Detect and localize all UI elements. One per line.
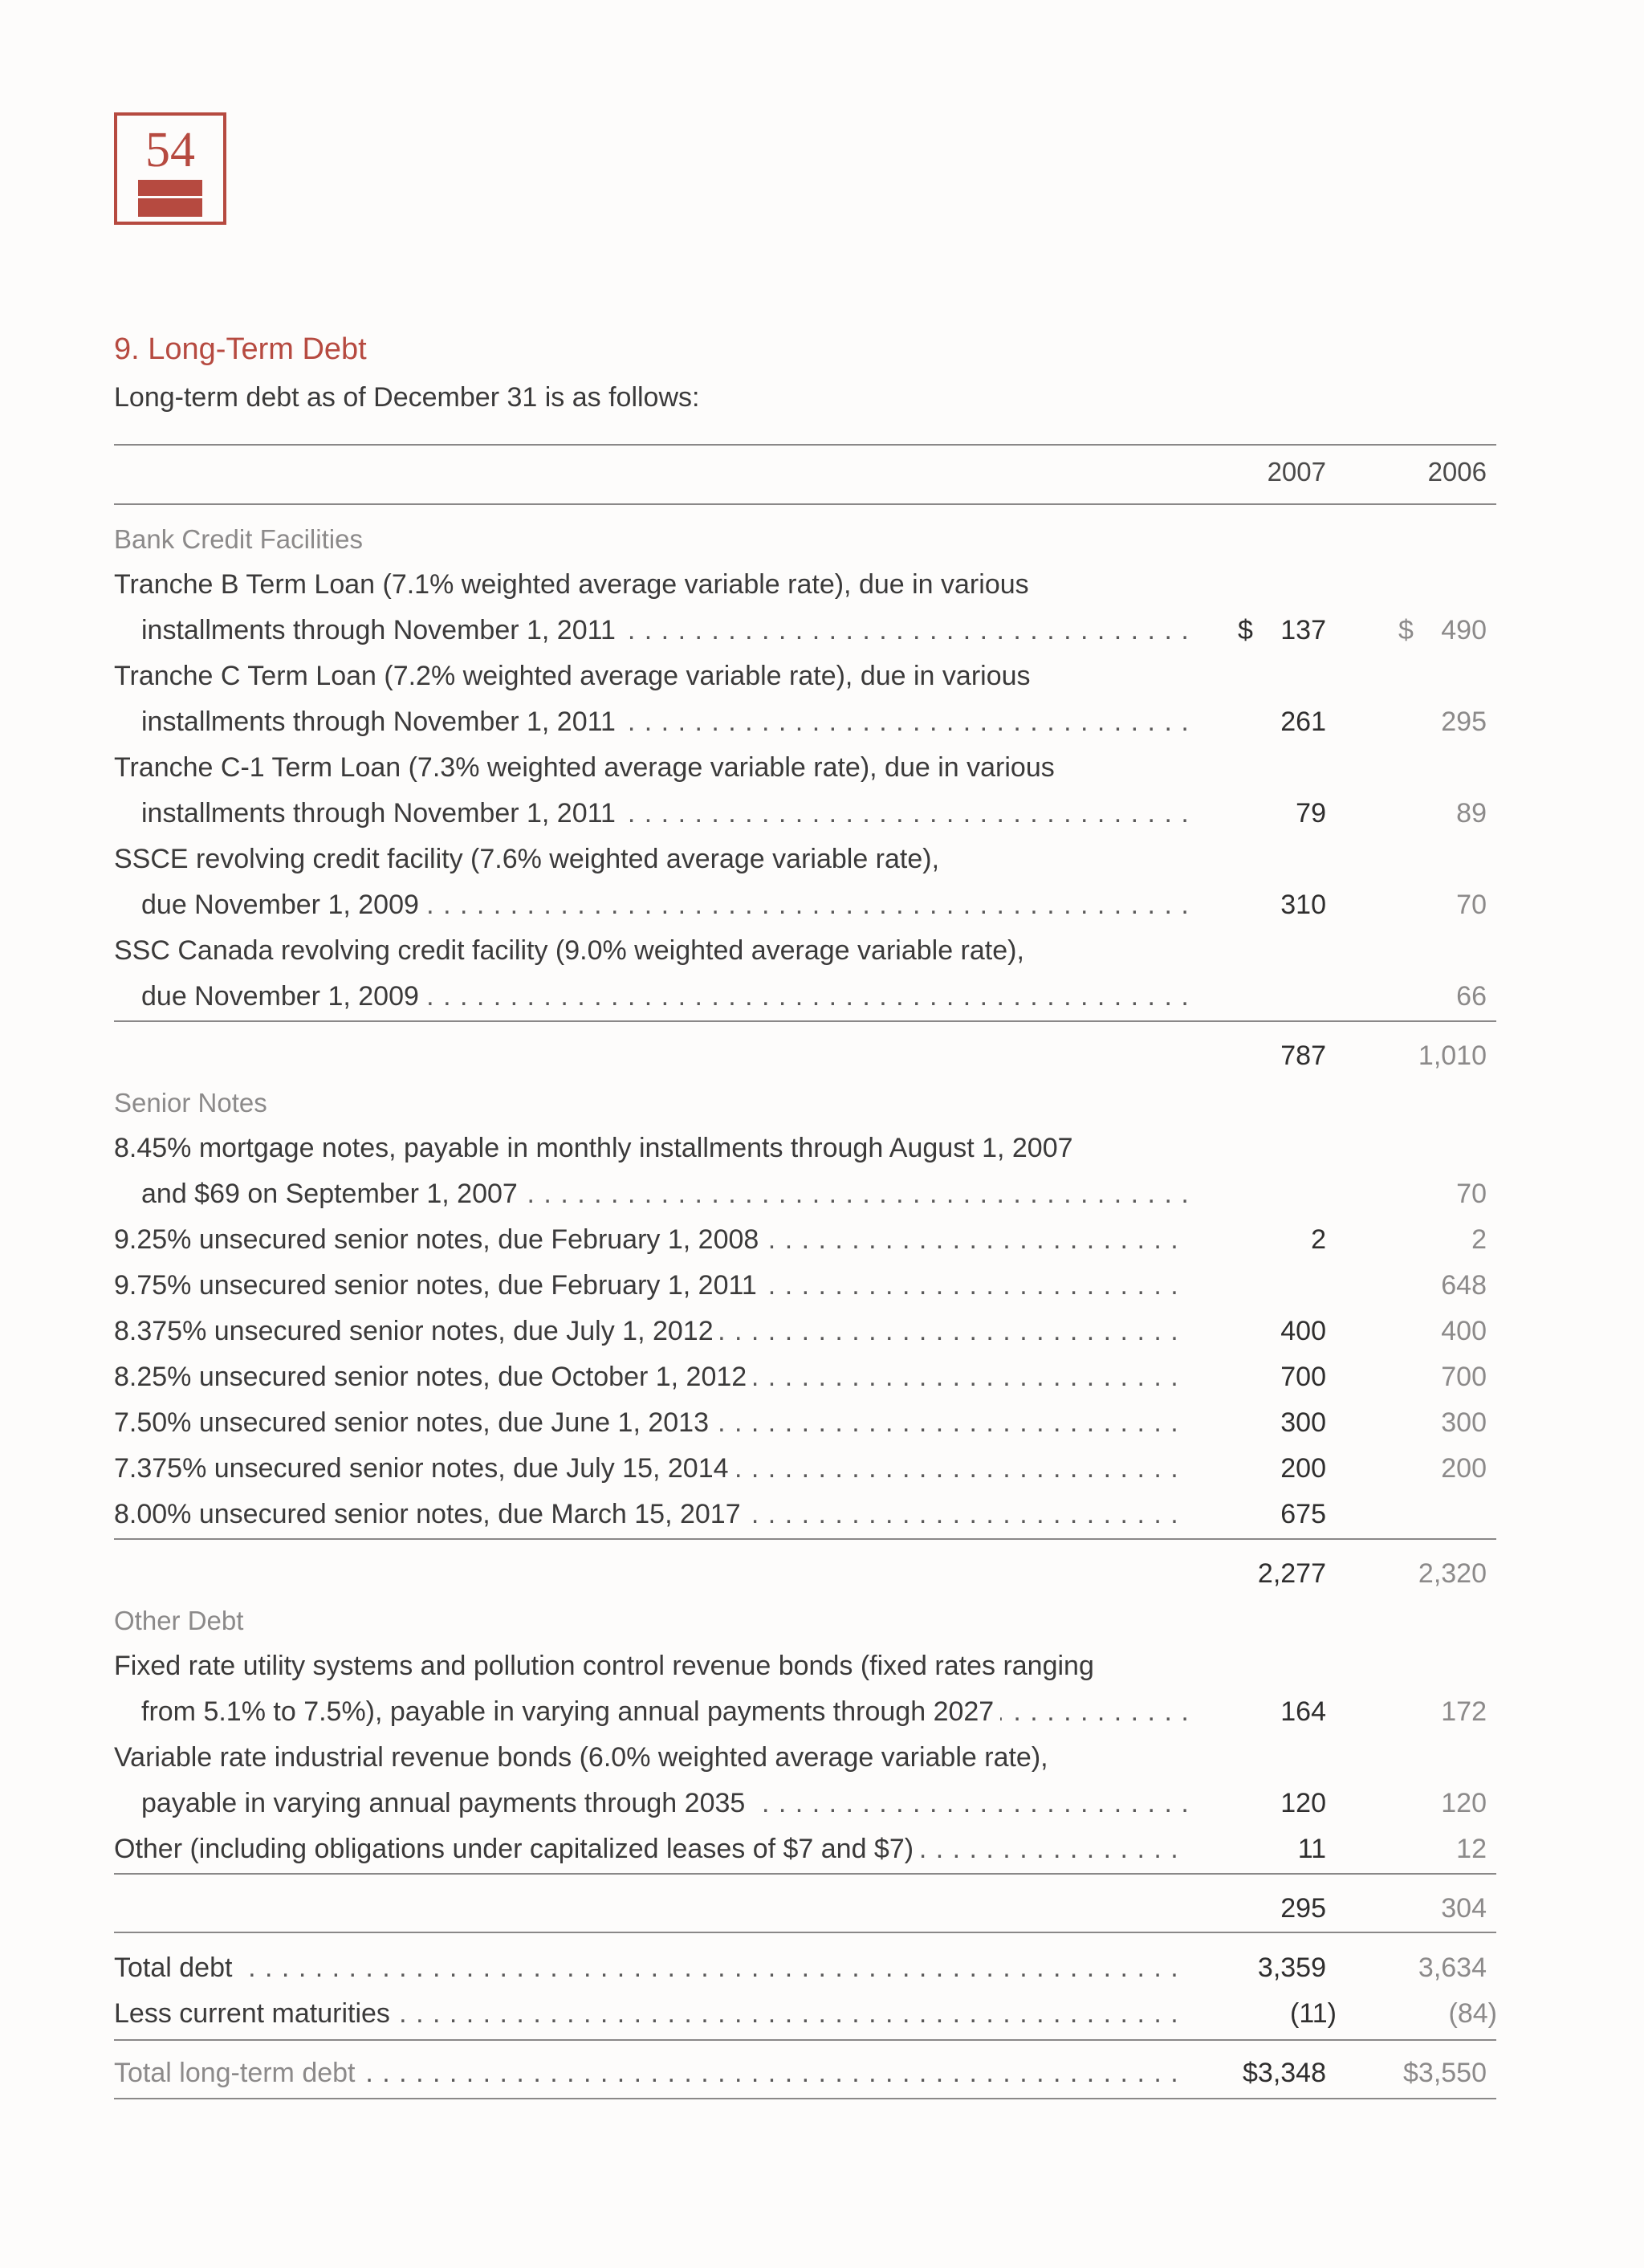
header-rule: [114, 503, 1496, 505]
value-2006: 12: [1456, 1834, 1487, 1864]
row-label: Other (including obligations under capitalized leases of $7 and $7) . . .: [114, 1826, 1190, 1872]
row-label: due November 1, 2009 . . .: [141, 974, 1190, 1020]
value-2007: $3,348: [1243, 2058, 1326, 2088]
table-row: [114, 1171, 1496, 1217]
other-subtotal-2007: 295: [1280, 1893, 1326, 1924]
page-number-badge: [114, 112, 226, 225]
currency-2007: $: [1238, 615, 1253, 645]
table-row: [114, 608, 1496, 654]
table-row: [114, 1217, 1496, 1263]
page-number: 54: [145, 123, 195, 177]
value-2006: (84): [1448, 1998, 1497, 2029]
table-row: [114, 654, 1496, 699]
row-label: Tranche B Term Loan (7.1% weighted average variable rate), due in various: [114, 562, 1190, 608]
value-2007: 3,359: [1257, 1952, 1326, 1983]
table-row: [114, 928, 1496, 974]
value-2007: 200: [1280, 1453, 1326, 1484]
row-label: due November 1, 2009 . . .: [141, 882, 1190, 928]
header-2006: 2006: [1427, 457, 1487, 487]
value-2006: 295: [1441, 706, 1487, 737]
total-rule: [114, 2039, 1496, 2041]
row-label: SSCE revolving credit facility (7.6% weighted average variable rate),: [114, 837, 1190, 882]
other-subtotal-2006: 304: [1441, 1893, 1487, 1924]
table-row: [114, 1400, 1496, 1446]
row-label: Total debt . . .: [114, 1945, 1190, 1991]
table-row: [114, 1689, 1496, 1735]
senior-heading: Senior Notes: [114, 1088, 267, 1118]
badge-bar: [138, 180, 202, 217]
value-2006: 66: [1456, 981, 1487, 1012]
value-2007: 261: [1280, 706, 1326, 737]
row-label: installments through November 1, 2011 . . .: [141, 791, 1190, 837]
bank-subtotal-2006: 1,010: [1418, 1040, 1487, 1071]
value-2007: 675: [1280, 1499, 1326, 1529]
table-bottom-rule: [114, 2098, 1496, 2099]
value-2007: 400: [1280, 1316, 1326, 1346]
row-label: 9.75% unsecured senior notes, due February 1, 2011 . . .: [114, 1263, 1190, 1309]
subtotal-row: [114, 1551, 1496, 1597]
table-top-rule: [114, 444, 1496, 446]
row-label: and $69 on September 1, 2007 . . .: [141, 1171, 1190, 1217]
value-2006: 700: [1441, 1362, 1487, 1392]
table-row: [114, 1643, 1496, 1689]
table-row: [114, 1126, 1496, 1171]
table-row: [114, 837, 1496, 882]
subtotal-rule: [114, 1020, 1496, 1022]
value-2006: 172: [1441, 1696, 1487, 1727]
row-label: 8.375% unsecured senior notes, due July 1, 2012 . . .: [114, 1309, 1190, 1354]
table-row: [114, 1826, 1496, 1872]
value-2006: 89: [1456, 798, 1487, 829]
row-label: 8.00% unsecured senior notes, due March 15, 2017 . . .: [114, 1492, 1190, 1537]
value-2006: 300: [1441, 1407, 1487, 1438]
row-label: Tranche C Term Loan (7.2% weighted average variable rate), due in various: [114, 654, 1190, 699]
section-title: 9. Long-Term Debt: [114, 332, 367, 366]
table-row: [114, 974, 1496, 1020]
row-label: 8.25% unsecured senior notes, due October 1, 2012 . . .: [114, 1354, 1190, 1400]
table-row: [114, 1354, 1496, 1400]
value-2006: 490: [1441, 615, 1487, 645]
header-2007: 2007: [1267, 457, 1326, 487]
value-2006: $3,550: [1403, 2058, 1487, 2088]
value-2006: 200: [1441, 1453, 1487, 1484]
table-row: [114, 1781, 1496, 1826]
table-row: [114, 791, 1496, 837]
row-label: payable in varying annual payments through 2035 . . .: [141, 1781, 1190, 1826]
row-label: Fixed rate utility systems and pollution control revenue bonds (fixed rates ranging: [114, 1643, 1190, 1689]
value-2006: 400: [1441, 1316, 1487, 1346]
row-label: 9.25% unsecured senior notes, due February 1, 2008 . . .: [114, 1217, 1190, 1263]
table-row: [114, 699, 1496, 745]
row-label: Total long-term debt . . .: [114, 2050, 1190, 2096]
row-label: 8.45% mortgage notes, payable in monthly installments through August 1, 2007: [114, 1126, 1190, 1171]
value-2006: 120: [1441, 1788, 1487, 1818]
less-current-row: [114, 1991, 1496, 2037]
subtotal-rule: [114, 1873, 1496, 1875]
value-2007: 300: [1280, 1407, 1326, 1438]
value-2006: 3,634: [1418, 1952, 1487, 1983]
value-2007: 11: [1297, 1834, 1326, 1864]
subtotal-row: [114, 1033, 1496, 1079]
row-label: Variable rate industrial revenue bonds (6.0% weighted average variable rate),: [114, 1735, 1190, 1781]
table-row: [114, 562, 1496, 608]
row-label: Tranche C-1 Term Loan (7.3% weighted average variable rate), due in various: [114, 745, 1190, 791]
value-2007: (11): [1290, 1998, 1337, 2029]
total-debt-row: [114, 1945, 1496, 1991]
table-row: [114, 1735, 1496, 1781]
value-2006: 70: [1456, 1179, 1487, 1209]
bank-subtotal-2007: 787: [1280, 1040, 1326, 1071]
value-2007: 137: [1280, 615, 1326, 645]
value-2006: 2: [1471, 1224, 1487, 1255]
value-2006: 70: [1456, 890, 1487, 920]
table-row: [114, 1263, 1496, 1309]
senior-subtotal-2007: 2,277: [1257, 1558, 1326, 1589]
value-2007: 164: [1280, 1696, 1326, 1727]
bank-heading: Bank Credit Facilities: [114, 524, 363, 554]
row-label: installments through November 1, 2011 . . .: [141, 608, 1190, 654]
value-2007: 700: [1280, 1362, 1326, 1392]
other-heading: Other Debt: [114, 1606, 244, 1635]
table-row: [114, 1492, 1496, 1537]
value-2007: 79: [1296, 798, 1326, 829]
table-row: [114, 1446, 1496, 1492]
intro-text: Long-term debt as of December 31 is as follows:: [114, 382, 700, 413]
table-row: [114, 1309, 1496, 1354]
subtotal-row: [114, 1886, 1496, 1932]
value-2007: 120: [1280, 1788, 1326, 1818]
totals-rule: [114, 1932, 1496, 1933]
senior-subtotal-2006: 2,320: [1418, 1558, 1487, 1589]
currency-2006: $: [1398, 615, 1414, 645]
total-long-term-row: [114, 2050, 1496, 2096]
value-2007: 2: [1311, 1224, 1326, 1255]
table-row: [114, 882, 1496, 928]
row-label: installments through November 1, 2011 . . .: [141, 699, 1190, 745]
row-label: Less current maturities . . .: [114, 1991, 1190, 2037]
value-2007: 310: [1280, 890, 1326, 920]
row-label: from 5.1% to 7.5%), payable in varying annual payments through 2027 . . .: [141, 1689, 1190, 1735]
value-2006: 648: [1441, 1270, 1487, 1301]
row-label: 7.375% unsecured senior notes, due July 15, 2014 . . .: [114, 1446, 1190, 1492]
row-label: SSC Canada revolving credit facility (9.0% weighted average variable rate),: [114, 928, 1190, 974]
row-label: 7.50% unsecured senior notes, due June 1, 2013 . . .: [114, 1400, 1190, 1446]
subtotal-rule: [114, 1538, 1496, 1540]
table-row: [114, 745, 1496, 791]
